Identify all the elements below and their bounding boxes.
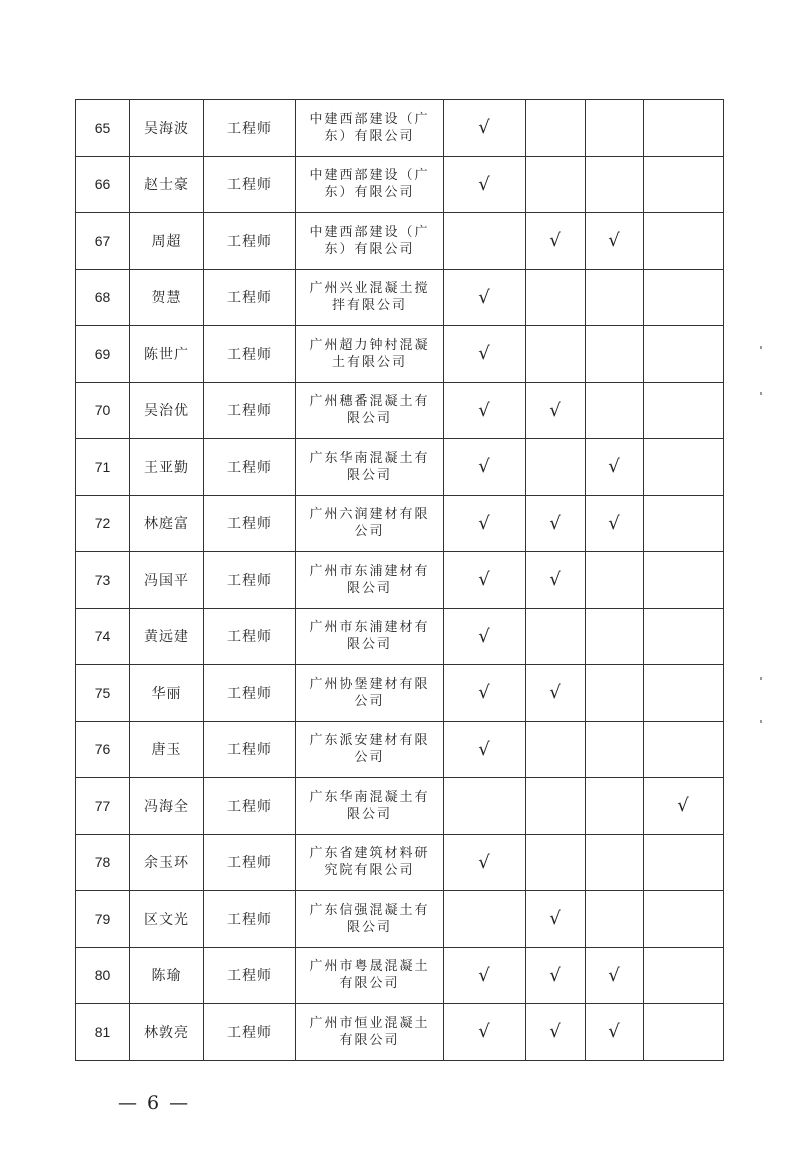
cell-check-2 — [526, 834, 586, 891]
cell-check-1: √ — [444, 834, 526, 891]
cell-company: 中建西部建设（广东）有限公司 — [296, 213, 444, 270]
cell-check-3: √ — [586, 495, 644, 552]
cell-name: 余玉环 — [130, 834, 204, 891]
cell-check-3: √ — [586, 1004, 644, 1061]
cell-check-4 — [644, 1004, 724, 1061]
cell-check-3 — [586, 269, 644, 326]
cell-name: 吴治优 — [130, 382, 204, 439]
cell-title: 工程师 — [204, 608, 296, 665]
cell-company: 广州超力钟村混凝土有限公司 — [296, 326, 444, 383]
cell-title: 工程师 — [204, 778, 296, 835]
cell-number: 79 — [76, 891, 130, 948]
cell-name: 贺慧 — [130, 269, 204, 326]
cell-check-2 — [526, 439, 586, 496]
cell-check-4 — [644, 213, 724, 270]
cell-check-4 — [644, 495, 724, 552]
cell-company: 广东省建筑材料研究院有限公司 — [296, 834, 444, 891]
table-row — [76, 778, 724, 835]
scan-speck — [760, 346, 762, 349]
cell-name: 赵士豪 — [130, 156, 204, 213]
table-row — [76, 156, 724, 213]
scan-speck — [760, 392, 762, 395]
cell-title: 工程师 — [204, 100, 296, 157]
table-row — [76, 269, 724, 326]
cell-company: 中建西部建设（广东）有限公司 — [296, 156, 444, 213]
cell-check-2 — [526, 156, 586, 213]
cell-name: 陈瑜 — [130, 947, 204, 1004]
cell-name: 冯海全 — [130, 778, 204, 835]
personnel-table — [75, 99, 724, 1061]
cell-company: 广州市东浦建材有限公司 — [296, 608, 444, 665]
table-row — [76, 947, 724, 1004]
cell-check-2 — [526, 778, 586, 835]
cell-name: 林庭富 — [130, 495, 204, 552]
cell-number: 67 — [76, 213, 130, 270]
cell-check-3 — [586, 156, 644, 213]
cell-check-4 — [644, 947, 724, 1004]
cell-check-3: √ — [586, 439, 644, 496]
cell-name: 林敦亮 — [130, 1004, 204, 1061]
cell-check-2 — [526, 608, 586, 665]
cell-title: 工程师 — [204, 269, 296, 326]
cell-number: 75 — [76, 665, 130, 722]
cell-name: 周超 — [130, 213, 204, 270]
table-row — [76, 552, 724, 609]
cell-check-4 — [644, 156, 724, 213]
cell-title: 工程师 — [204, 947, 296, 1004]
table-row — [76, 495, 724, 552]
cell-check-1 — [444, 778, 526, 835]
cell-check-4 — [644, 665, 724, 722]
cell-name: 陈世广 — [130, 326, 204, 383]
cell-check-1: √ — [444, 100, 526, 157]
cell-check-1: √ — [444, 947, 526, 1004]
cell-check-4 — [644, 326, 724, 383]
cell-number: 68 — [76, 269, 130, 326]
cell-name: 唐玉 — [130, 721, 204, 778]
cell-check-3 — [586, 665, 644, 722]
cell-check-4 — [644, 891, 724, 948]
cell-check-3 — [586, 891, 644, 948]
cell-check-1: √ — [444, 721, 526, 778]
cell-name: 吴海波 — [130, 100, 204, 157]
cell-number: 80 — [76, 947, 130, 1004]
page-number: — 6 — — [118, 1092, 191, 1114]
cell-check-3: √ — [586, 213, 644, 270]
cell-title: 工程师 — [204, 552, 296, 609]
cell-check-3 — [586, 552, 644, 609]
cell-title: 工程师 — [204, 721, 296, 778]
table-row — [76, 100, 724, 157]
cell-company: 广东华南混凝土有限公司 — [296, 439, 444, 496]
cell-check-4 — [644, 834, 724, 891]
cell-check-2 — [526, 326, 586, 383]
cell-check-3 — [586, 834, 644, 891]
cell-title: 工程师 — [204, 891, 296, 948]
cell-title: 工程师 — [204, 1004, 296, 1061]
cell-check-2 — [526, 269, 586, 326]
cell-check-4 — [644, 552, 724, 609]
cell-check-1 — [444, 213, 526, 270]
cell-check-2 — [526, 100, 586, 157]
cell-number: 71 — [76, 439, 130, 496]
cell-check-3 — [586, 778, 644, 835]
cell-number: 70 — [76, 382, 130, 439]
cell-company: 广东信强混凝土有限公司 — [296, 891, 444, 948]
cell-check-2: √ — [526, 382, 586, 439]
cell-number: 77 — [76, 778, 130, 835]
table-row — [76, 382, 724, 439]
table-row — [76, 1004, 724, 1061]
table-row — [76, 721, 724, 778]
cell-check-1: √ — [444, 608, 526, 665]
cell-check-2 — [526, 721, 586, 778]
cell-check-1: √ — [444, 439, 526, 496]
cell-company: 广东派安建材有限公司 — [296, 721, 444, 778]
cell-check-1: √ — [444, 1004, 526, 1061]
cell-company: 广州兴业混凝土搅拌有限公司 — [296, 269, 444, 326]
cell-check-4 — [644, 439, 724, 496]
cell-title: 工程师 — [204, 495, 296, 552]
cell-check-1: √ — [444, 495, 526, 552]
cell-company: 广东华南混凝土有限公司 — [296, 778, 444, 835]
cell-check-1: √ — [444, 269, 526, 326]
cell-title: 工程师 — [204, 382, 296, 439]
cell-title: 工程师 — [204, 156, 296, 213]
cell-check-2: √ — [526, 665, 586, 722]
cell-check-4 — [644, 382, 724, 439]
cell-check-1 — [444, 891, 526, 948]
table-row — [76, 608, 724, 665]
cell-check-3: √ — [586, 947, 644, 1004]
cell-check-4 — [644, 608, 724, 665]
table-row — [76, 834, 724, 891]
cell-number: 73 — [76, 552, 130, 609]
cell-check-1: √ — [444, 326, 526, 383]
cell-number: 66 — [76, 156, 130, 213]
cell-check-1: √ — [444, 665, 526, 722]
cell-check-3 — [586, 608, 644, 665]
cell-company: 广州穗番混凝土有限公司 — [296, 382, 444, 439]
cell-check-2: √ — [526, 213, 586, 270]
cell-company: 广州六润建材有限公司 — [296, 495, 444, 552]
cell-title: 工程师 — [204, 439, 296, 496]
cell-number: 78 — [76, 834, 130, 891]
table-row — [76, 326, 724, 383]
cell-number: 72 — [76, 495, 130, 552]
cell-company: 广州协堡建材有限公司 — [296, 665, 444, 722]
cell-title: 工程师 — [204, 326, 296, 383]
cell-number: 76 — [76, 721, 130, 778]
cell-check-2: √ — [526, 1004, 586, 1061]
table-row — [76, 213, 724, 270]
cell-name: 区文光 — [130, 891, 204, 948]
cell-check-4 — [644, 100, 724, 157]
table-body — [76, 100, 724, 1061]
cell-check-2: √ — [526, 947, 586, 1004]
cell-name: 王亚勤 — [130, 439, 204, 496]
cell-check-3 — [586, 326, 644, 383]
cell-title: 工程师 — [204, 665, 296, 722]
cell-check-1: √ — [444, 156, 526, 213]
table-row — [76, 439, 724, 496]
scan-speck — [760, 677, 762, 680]
table-row — [76, 665, 724, 722]
cell-name: 黄远建 — [130, 608, 204, 665]
table-row — [76, 891, 724, 948]
cell-check-2: √ — [526, 552, 586, 609]
cell-check-3 — [586, 100, 644, 157]
cell-check-2: √ — [526, 495, 586, 552]
cell-check-4: √ — [644, 778, 724, 835]
cell-title: 工程师 — [204, 213, 296, 270]
cell-title: 工程师 — [204, 834, 296, 891]
cell-company: 广州市粤晟混凝土有限公司 — [296, 947, 444, 1004]
cell-number: 74 — [76, 608, 130, 665]
cell-check-3 — [586, 382, 644, 439]
cell-company: 广州市恒业混凝土有限公司 — [296, 1004, 444, 1061]
cell-company: 广州市东浦建材有限公司 — [296, 552, 444, 609]
cell-check-2: √ — [526, 891, 586, 948]
cell-check-1: √ — [444, 552, 526, 609]
cell-number: 65 — [76, 100, 130, 157]
cell-company: 中建西部建设（广东）有限公司 — [296, 100, 444, 157]
cell-number: 69 — [76, 326, 130, 383]
scan-speck — [760, 720, 762, 723]
cell-check-1: √ — [444, 382, 526, 439]
cell-name: 华丽 — [130, 665, 204, 722]
cell-number: 81 — [76, 1004, 130, 1061]
cell-check-4 — [644, 721, 724, 778]
cell-check-4 — [644, 269, 724, 326]
cell-name: 冯国平 — [130, 552, 204, 609]
cell-check-3 — [586, 721, 644, 778]
